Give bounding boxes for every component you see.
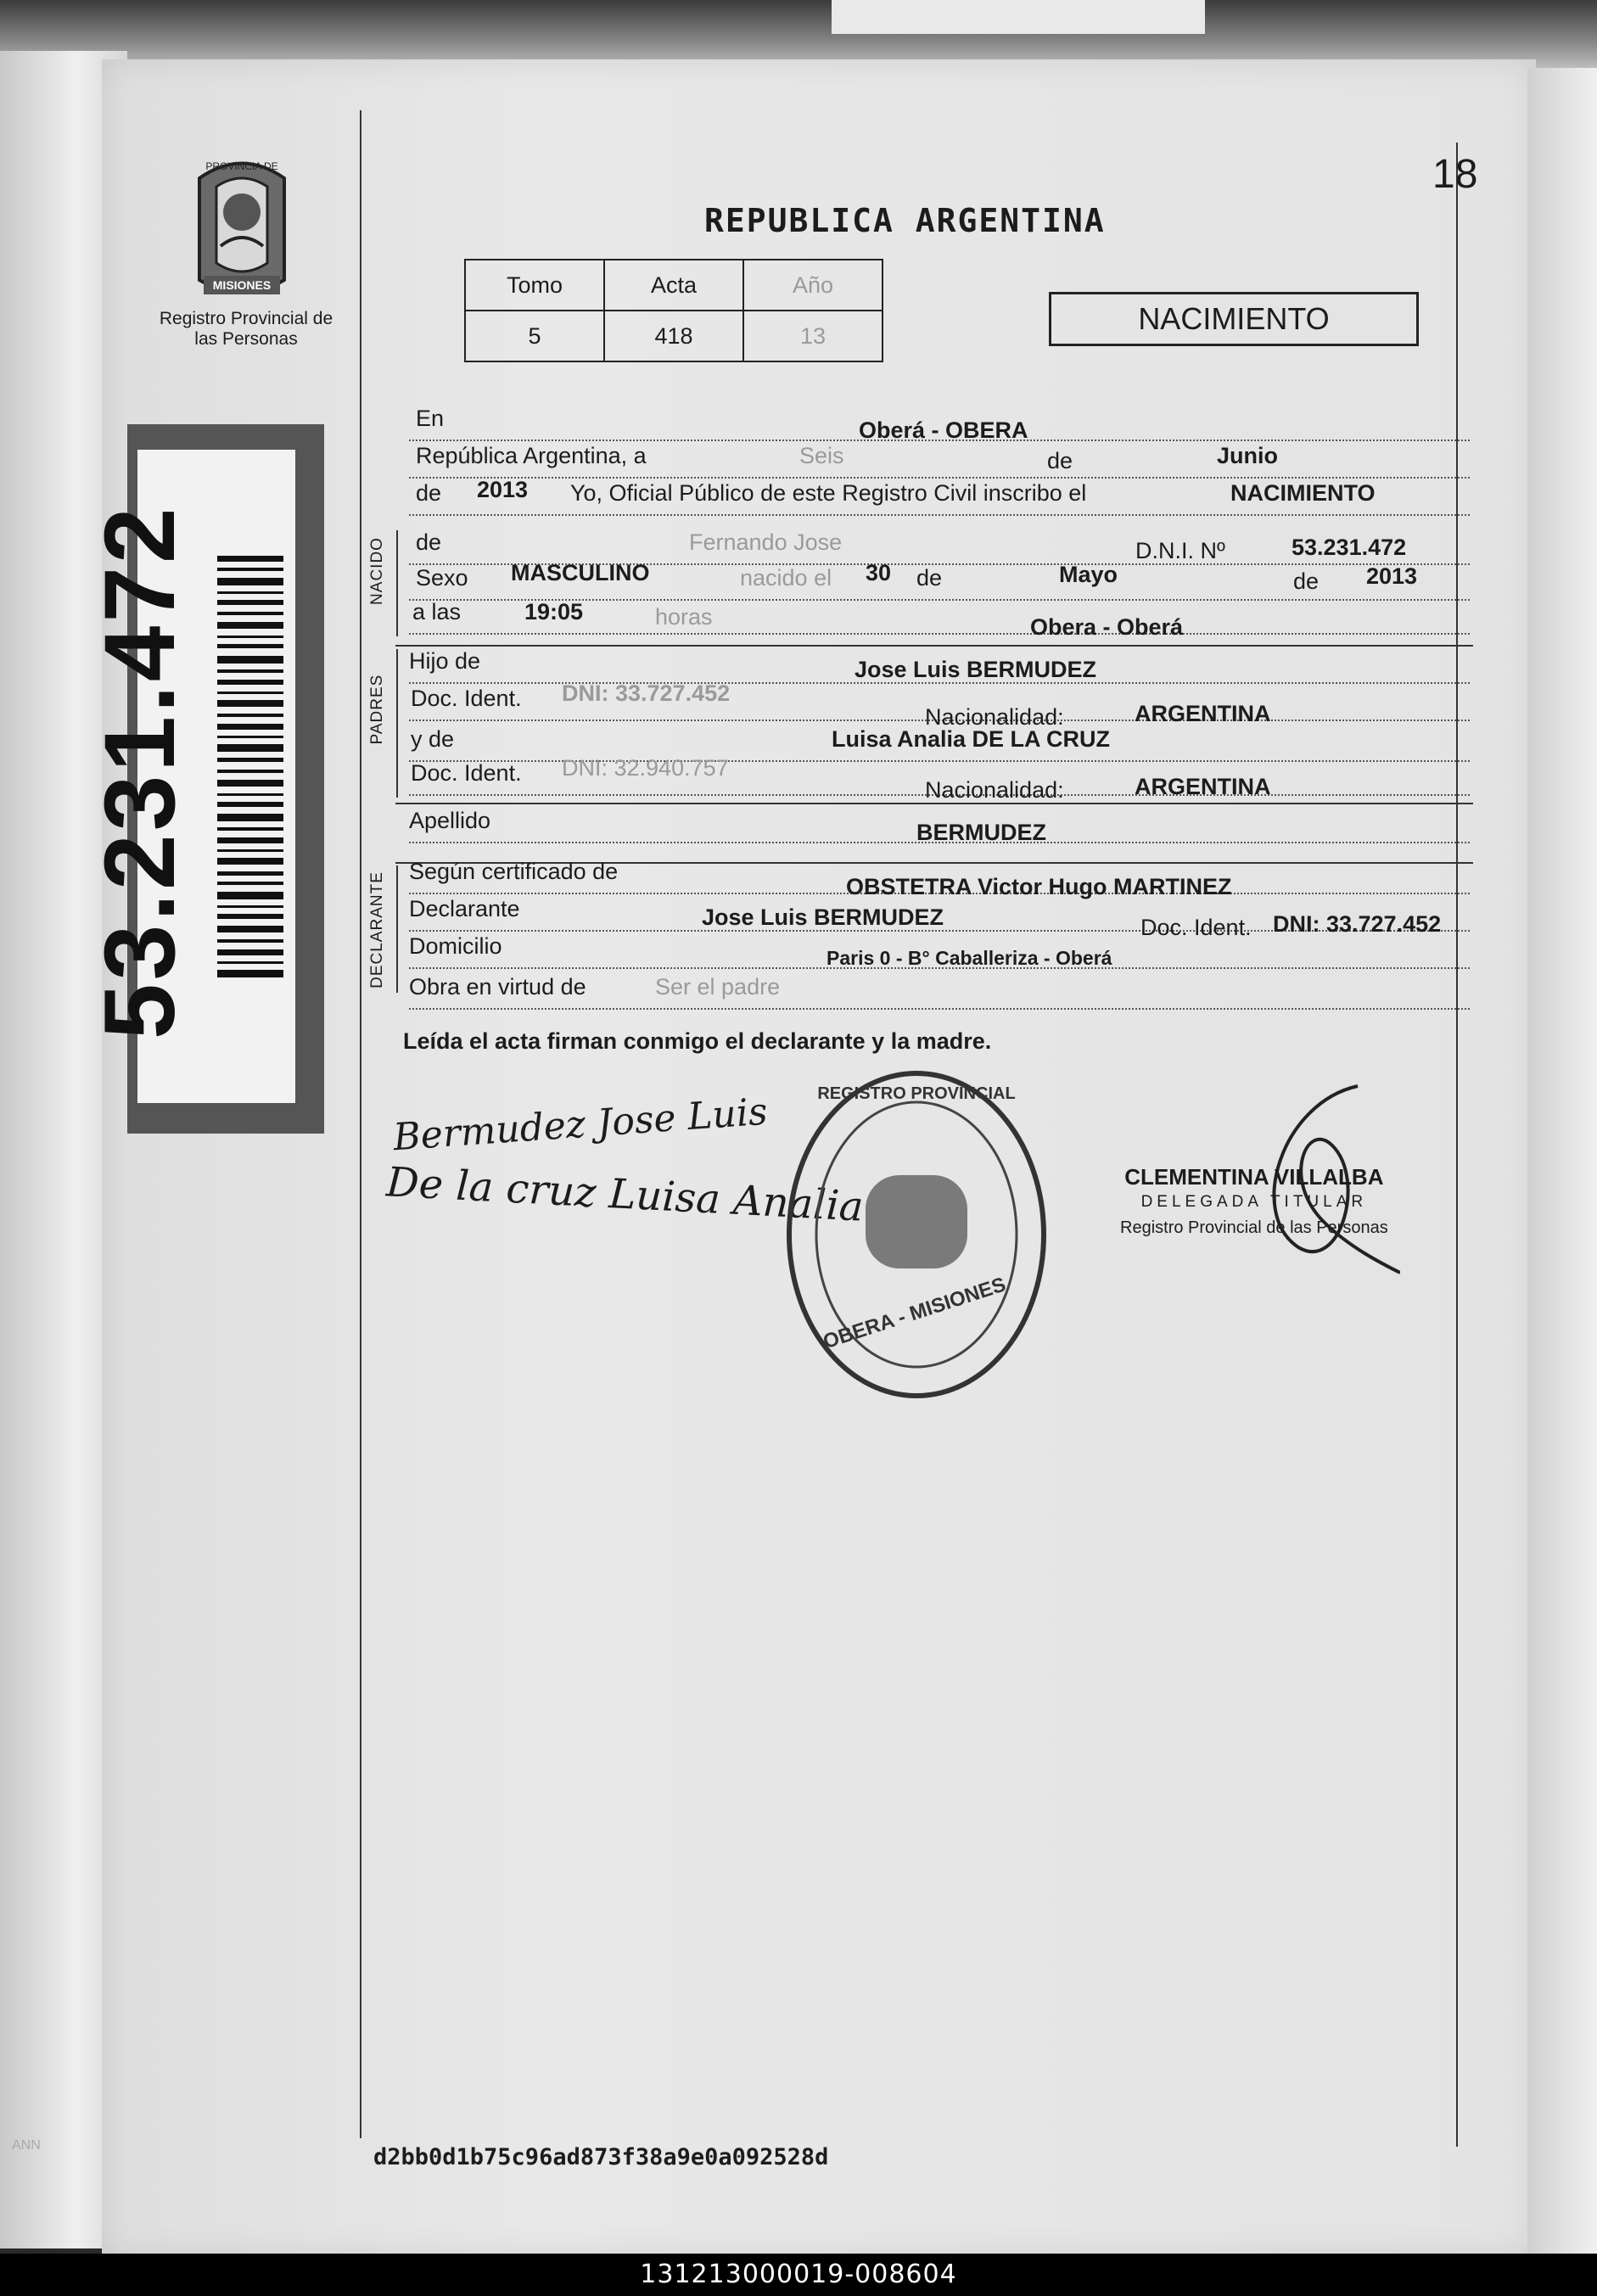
left-margin-line: [360, 110, 361, 2138]
label-obra: Obra en virtud de: [409, 974, 586, 1000]
label-dni: D.N.I. Nº: [1135, 538, 1225, 563]
row-padre-doc: [409, 680, 1470, 730]
side-dni-number: 53.231.472: [84, 504, 196, 1039]
label-doc-padre: Doc. Ident.: [411, 686, 522, 711]
value-dia: Seis: [799, 443, 844, 468]
row-declarante: [409, 896, 1470, 940]
value-anio-nacimiento: 2013: [1366, 563, 1418, 589]
official-org: Registro Provincial de las Personas: [1120, 1218, 1388, 1237]
value-domicilio: Paris 0 - B° Caballeriza - Oberá: [827, 947, 1112, 969]
official-block: [1120, 1164, 1388, 1240]
value-tomo: 5: [465, 311, 604, 361]
label-en: En: [416, 406, 445, 431]
label-de-anio: de: [416, 480, 442, 506]
label-nac-padre: Nacionalidad:: [925, 704, 1064, 730]
value-dni-madre: DNI: 32.940.757: [562, 755, 729, 781]
value-nombre: Fernando Jose: [689, 529, 843, 555]
document-hash: d2bb0d1b75c96ad873f38a9e0a092528d: [373, 2144, 829, 2170]
row-padre: [409, 648, 1470, 684]
label-de-anio-nac: de: [1293, 568, 1320, 594]
label-de-mes-nac: de: [916, 565, 943, 591]
section-rule-nacido: [396, 530, 398, 636]
value-acta: 418: [604, 311, 743, 361]
provincia-misiones-logo: [174, 153, 310, 305]
label-hijo-de: Hijo de: [409, 648, 481, 674]
label-y-de: y de: [411, 726, 455, 752]
value-sexo: MASCULINO: [511, 560, 650, 585]
row-madre-doc: [409, 755, 1470, 803]
svg-text:OBERA - MISIONES: OBERA - MISIONES: [820, 1273, 1009, 1354]
label-de-nombre: de: [416, 529, 442, 555]
section-label-padres: PADRES: [368, 674, 386, 745]
row-apellido: [409, 808, 1470, 843]
signature-madre: De la cruz Luisa Analia: [384, 1158, 865, 1231]
value-mes: Junio: [1217, 443, 1278, 468]
value-dia-nacimiento: 30: [866, 560, 892, 585]
value-certificado: OBSTETRA Victor Hugo MARTINEZ: [846, 874, 1232, 899]
signature-padre: Bermudez Jose Luis: [391, 1089, 770, 1160]
label-a-las: a las: [412, 599, 462, 624]
value-mes-nacimiento: Mayo: [1059, 562, 1118, 587]
official-name: CLEMENTINA VILLALBA: [1124, 1164, 1384, 1190]
label-doc-madre: Doc. Ident.: [411, 760, 522, 786]
value-madre: Luisa Analia DE LA CRUZ: [832, 726, 1111, 752]
header-tomo: Tomo: [465, 260, 604, 311]
value-obra: Ser el padre: [655, 974, 781, 1000]
section-rule-padres: [396, 649, 398, 798]
document-type-box: NACIMIENTO: [1049, 292, 1419, 346]
value-anio: 13: [743, 311, 883, 361]
row-sexo: [409, 560, 1470, 601]
value-dni: 53.231.472: [1292, 535, 1407, 560]
value-lugar-inscripcion: Oberá - OBERA: [859, 417, 1028, 443]
registro-caption: Registro Provincial de las Personas: [159, 309, 333, 349]
value-hora: 19:05: [524, 599, 584, 624]
value-inscribo: NACIMIENTO: [1230, 480, 1376, 506]
label-horas: horas: [655, 604, 713, 630]
edge-mark: ANN: [12, 2138, 41, 2153]
label-domicilio: Domicilio: [409, 933, 502, 959]
row-en: [409, 406, 1470, 441]
page-title: REPUBLICA ARGENTINA: [704, 202, 1106, 239]
row-fecha: [409, 443, 1470, 479]
header-acta: Acta: [604, 260, 743, 311]
page-number: 18: [1432, 152, 1478, 197]
label-sexo: Sexo: [416, 565, 468, 591]
label-apellido: Apellido: [409, 808, 491, 833]
value-padre: Jose Luis BERMUDEZ: [855, 657, 1097, 682]
value-declarante: Jose Luis BERMUDEZ: [702, 904, 944, 930]
page-edge: [1527, 68, 1597, 2257]
divider-nacido-padres: [395, 645, 1473, 647]
tomo-acta-table: [464, 259, 883, 362]
svg-text:REGISTRO PROVINCIAL: REGISTRO PROVINCIAL: [817, 1084, 1016, 1103]
firma-text: Leída el acta firman conmigo el declarante y la madre.: [403, 1028, 992, 1054]
row-obra: [409, 974, 1470, 1010]
section-rule-declarante: [396, 865, 398, 993]
value-dni-declarante: DNI: 33.727.452: [1273, 911, 1442, 937]
scan-glare: [832, 0, 1205, 34]
official-role: DELEGADA TITULAR: [1140, 1193, 1368, 1211]
row-hora: [409, 599, 1470, 640]
label-declarante: Declarante: [409, 896, 520, 921]
section-label-nacido: NACIDO: [368, 537, 386, 605]
value-nac-madre: ARGENTINA: [1135, 774, 1271, 799]
barcode-image: [217, 556, 283, 980]
label-segun: Según certificado de: [409, 859, 619, 884]
value-anio: 2013: [477, 477, 529, 502]
label-nacido-el: nacido el: [740, 565, 832, 591]
footer-id: 131213000019-008604: [0, 2254, 1597, 2296]
value-lugar-nacimiento: Obera - Oberá: [1030, 614, 1184, 640]
row-oficial: [409, 477, 1470, 516]
header-anio: Año: [743, 260, 883, 311]
value-nac-padre: ARGENTINA: [1135, 701, 1271, 726]
label-de-mes: de: [1047, 448, 1073, 473]
row-domicilio: [409, 933, 1470, 969]
row-certificado: [409, 859, 1470, 899]
svg-text:PROVINCIA DE: PROVINCIA DE: [205, 160, 278, 172]
svg-text:MISIONES: MISIONES: [212, 278, 272, 292]
value-dni-padre: DNI: 33.727.452: [562, 680, 731, 706]
official-stamp: [781, 1065, 1052, 1404]
label-republica: República Argentina, a: [416, 443, 647, 468]
value-apellido: BERMUDEZ: [916, 820, 1046, 845]
label-oficial: Yo, Oficial Público de este Registro Civil inscribo el: [570, 480, 1087, 506]
label-doc-declarante: Doc. Ident.: [1140, 915, 1252, 940]
divider-padres-apellido: [395, 803, 1473, 804]
label-nac-madre: Nacionalidad:: [925, 777, 1064, 803]
section-label-declarante: DECLARANTE: [368, 871, 386, 988]
